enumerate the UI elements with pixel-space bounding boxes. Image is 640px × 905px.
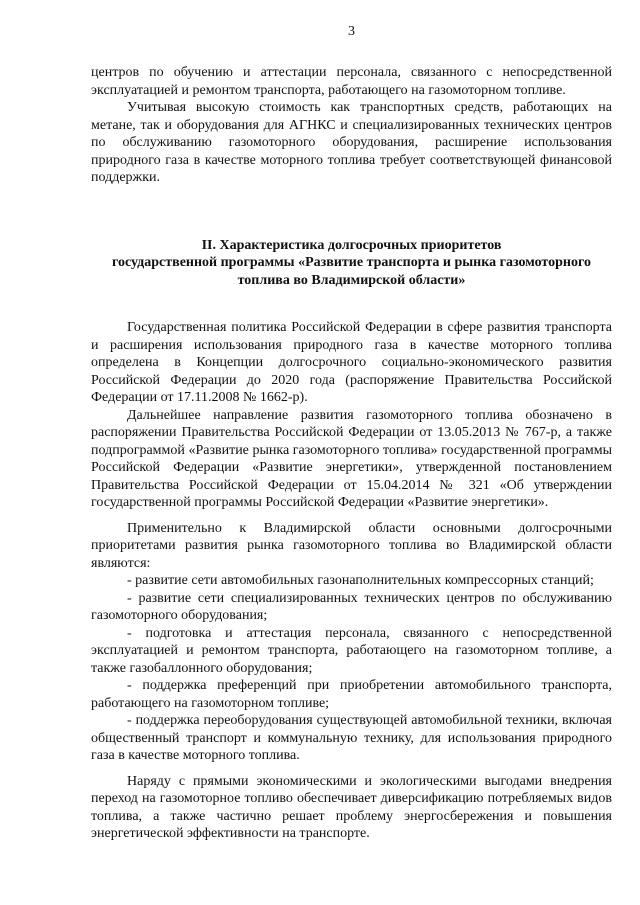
page-number: 3 <box>348 24 355 39</box>
body-paragraph-2: Дальнейшее направление развития газомоторного топлива обозначено в распоряжении Правительства Российской Федерации от 13.05.2013 № 767-р, а также подпрограммой «Развитие рынка газомоторного топлива» государственной программы Российской Федерации «Развитие энергетики», утвержденной постановлением Правительства Российской Федерации от 15.04.2014 № 321 «Об утверждении государственной программы Российской Федерации «Развитие энергетики». <box>91 407 612 510</box>
intro-paragraph-2: Учитывая высокую стоимость как транспортных средств, работающих на метане, так и оборудования для АГНКС и специализированных технических центров по обслуживанию газомоторного оборудования, расширение использования природного газа в качестве моторного топлива требует соответствующей финансовой поддержки. <box>91 100 612 185</box>
section-heading <box>91 237 612 290</box>
list-item-service-centers: - развитие сети специализированных технических центров по обслуживанию газомоторного оборудования; <box>91 590 612 623</box>
intro-paragraph-1: центров по обучению и аттестации персонала, связанного с непосредственной эксплуатацией и ремонтом транспорта, работающего на газомоторном топливе. <box>91 65 612 98</box>
list-item-stations: - развитие сети автомобильных газонаполнительных компрессорных станций; <box>127 573 594 588</box>
list-item-conversion: - поддержка переоборудования существующей автомобильной техники, включая общественный транспорт и коммунальную технику, для использования природного газа в качестве моторного топлива. <box>91 713 612 763</box>
section-title-line-2: государственной программы «Развитие транспорта и рынка газомоторного <box>112 255 591 270</box>
body-paragraph-3: Применительно к Владимирской области основными долгосрочными приоритетами развития рынка газомоторного топлива во Владимирской области являются: <box>91 520 612 571</box>
section-title-line-3: топлива во Владимирской области» <box>237 272 466 288</box>
section-title-line-1: II. Характеристика долгосрочных приоритетов <box>201 237 502 253</box>
list-item-personnel: - подготовка и аттестация персонала, связанного с непосредственной эксплуатацией и ремонтом транспорта, работающего на газомоторном топливе, а также газобаллонного оборудования; <box>91 625 612 676</box>
list-item-preferences: - поддержка преференций при приобретении автомобильного транспорта, работающего на газомоторном топливе; <box>91 678 612 711</box>
body-paragraph-1: Государственная политика Российской Федерации в сфере развития транспорта и расширения использования природного газа в качестве моторного топлива определена в Концепции долгосрочного социально-экономического развития Российской Федерации до 2020 года (распоряжение Правительства Российской Федерации от 17.11.2008 № 1662-р). <box>91 320 612 405</box>
body-paragraph-conclusion: Наряду с прямыми экономическими и экологическими выгодами внедрения переход на газомоторное топливо обеспечивает диверсификацию потребляемых видов топлива, а также частично решает проблему энергосбережения и повышения энергетической эффективности на транспорте. <box>91 773 612 841</box>
